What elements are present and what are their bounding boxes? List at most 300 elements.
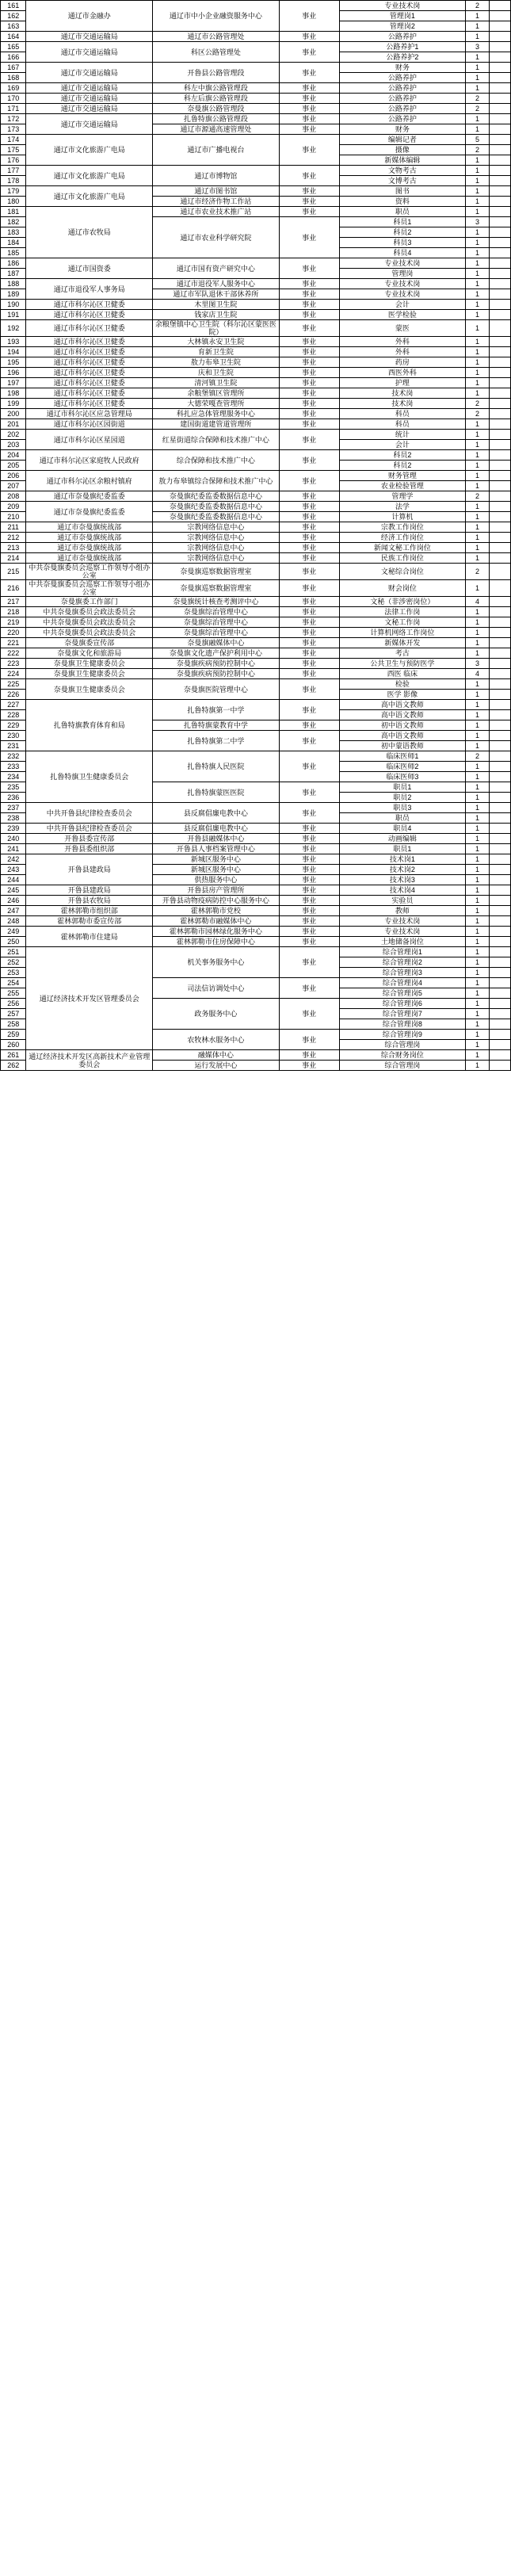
- cell-unit: 敖力布皋卫生院: [153, 357, 280, 368]
- cell-no: 251: [1, 947, 26, 957]
- cell-post: 蒙医: [339, 320, 466, 337]
- cell-dept: 通辽市科尔沁区卫健委: [26, 378, 153, 388]
- cell-no: 208: [1, 491, 26, 502]
- table-row: [1, 450, 511, 461]
- cell-unit: 开鲁县公路管理段: [153, 63, 280, 83]
- cell-count: 1: [466, 207, 490, 217]
- cell-count: 1: [466, 258, 490, 269]
- cell-unit: 奈曼旗综治管理中心: [153, 617, 280, 628]
- cell-post: 经济工作岗位: [339, 533, 466, 543]
- cell-nature: 事业: [279, 607, 339, 617]
- cell-nature: 事业: [279, 217, 339, 258]
- cell-count: 3: [466, 217, 490, 227]
- cell-count: 1: [466, 617, 490, 628]
- cell-count: 1: [466, 628, 490, 638]
- cell-post: 新媒体编辑: [339, 155, 466, 166]
- table-row: [1, 347, 511, 357]
- cell-nature: 事业: [279, 803, 339, 824]
- table-row: [1, 564, 511, 580]
- cell-count: 1: [466, 471, 490, 481]
- cell-dept: 通辽市交通运输局: [26, 114, 153, 135]
- cell-post: 综合管理岗6: [339, 999, 466, 1009]
- cell-unit: 扎鲁特旗人民医院: [153, 751, 280, 782]
- cell-unit: 新城区服务中心: [153, 854, 280, 865]
- table-row: [1, 885, 511, 896]
- cell-post: 专业技术岗: [339, 1, 466, 11]
- cell-unit: 机关事务服务中心: [153, 947, 280, 978]
- cell-remark: [489, 690, 510, 700]
- cell-dept: 通辽市交通运输局: [26, 42, 153, 63]
- cell-unit: 红星街道综合保障和技术推广中心: [153, 430, 280, 450]
- cell-no: 234: [1, 772, 26, 782]
- cell-post: 初中蒙语教师: [339, 741, 466, 751]
- cell-count: 1: [466, 957, 490, 968]
- cell-nature: 事业: [279, 310, 339, 320]
- cell-post: 高中语文教师: [339, 731, 466, 741]
- cell-no: 164: [1, 32, 26, 42]
- cell-no: 184: [1, 238, 26, 248]
- cell-post: 综合管理岗9: [339, 1030, 466, 1040]
- cell-count: 1: [466, 1040, 490, 1050]
- table-row: [1, 186, 511, 197]
- table-row: [1, 471, 511, 481]
- cell-count: 4: [466, 669, 490, 679]
- cell-unit: 建国街道建管道管理所: [153, 419, 280, 430]
- cell-remark: [489, 83, 510, 94]
- cell-dept: 通辽市科尔沁区卫健委: [26, 300, 153, 310]
- cell-nature: 事业: [279, 896, 339, 906]
- cell-post: 科员: [339, 409, 466, 419]
- cell-count: 1: [466, 1019, 490, 1030]
- cell-count: 1: [466, 553, 490, 564]
- cell-count: 1: [466, 502, 490, 512]
- cell-unit: 奈曼旗文化遗产保护利用中心: [153, 648, 280, 659]
- cell-unit: 通辽市博物馆: [153, 166, 280, 186]
- cell-remark: [489, 248, 510, 258]
- cell-remark: [489, 824, 510, 834]
- cell-remark: [489, 679, 510, 690]
- cell-count: 1: [466, 430, 490, 440]
- cell-post: 综合管理岗: [339, 1040, 466, 1050]
- cell-remark: [489, 320, 510, 337]
- cell-count: 1: [466, 481, 490, 491]
- cell-nature: 事业: [279, 409, 339, 419]
- table-row: [1, 409, 511, 419]
- cell-nature: 事业: [279, 197, 339, 207]
- cell-nature: 事业: [279, 731, 339, 751]
- cell-unit: 宗教网络信息中心: [153, 543, 280, 553]
- cell-no: 250: [1, 937, 26, 947]
- cell-no: 183: [1, 227, 26, 238]
- cell-no: 163: [1, 21, 26, 32]
- cell-unit: 育新卫生院: [153, 347, 280, 357]
- cell-post: 综合管理岗3: [339, 968, 466, 978]
- cell-post: 科员4: [339, 248, 466, 258]
- cell-count: 1: [466, 368, 490, 378]
- table-row: [1, 597, 511, 607]
- cell-no: 190: [1, 300, 26, 310]
- cell-nature: 事业: [279, 166, 339, 186]
- cell-post: 公路养护2: [339, 52, 466, 63]
- cell-dept: 中共奈曼旗委员会政法委员会: [26, 628, 153, 638]
- cell-count: 1: [466, 543, 490, 553]
- cell-dept: 中共奈曼旗委员会政法委员会: [26, 607, 153, 617]
- recruitment-table-page: [0, 0, 511, 1071]
- cell-nature: 事业: [279, 937, 339, 947]
- cell-unit: 通辽市公路管理处: [153, 32, 280, 42]
- cell-nature: 事业: [279, 522, 339, 533]
- cell-nature: 事业: [279, 1061, 339, 1071]
- cell-dept: 通辽市科尔沁区卫健委: [26, 337, 153, 347]
- cell-nature: 事业: [279, 553, 339, 564]
- cell-remark: [489, 813, 510, 824]
- cell-post: 会计: [339, 300, 466, 310]
- table-body: [1, 1, 511, 1071]
- cell-count: 5: [466, 135, 490, 145]
- cell-count: 1: [466, 813, 490, 824]
- cell-count: 1: [466, 522, 490, 533]
- cell-remark: [489, 279, 510, 289]
- cell-no: 213: [1, 543, 26, 553]
- cell-count: 1: [466, 357, 490, 368]
- cell-remark: [489, 978, 510, 988]
- cell-no: 212: [1, 533, 26, 543]
- cell-dept: 通辽市交通运输局: [26, 63, 153, 83]
- cell-remark: [489, 430, 510, 440]
- cell-no: 187: [1, 269, 26, 279]
- table-row: [1, 669, 511, 679]
- table-row: [1, 279, 511, 289]
- cell-count: 1: [466, 347, 490, 357]
- cell-count: 1: [466, 533, 490, 543]
- cell-remark: [489, 648, 510, 659]
- cell-remark: [489, 533, 510, 543]
- cell-count: 1: [466, 1061, 490, 1071]
- cell-no: 210: [1, 512, 26, 522]
- table-row: [1, 430, 511, 440]
- cell-dept: 通辽市科尔沁区卫健委: [26, 310, 153, 320]
- cell-post: 西医外科: [339, 368, 466, 378]
- cell-count: 2: [466, 409, 490, 419]
- cell-remark: [489, 553, 510, 564]
- cell-post: 高中语文教师: [339, 700, 466, 710]
- cell-no: 162: [1, 11, 26, 21]
- cell-remark: [489, 238, 510, 248]
- cell-nature: 事业: [279, 258, 339, 279]
- cell-post: 综合管理岗4: [339, 978, 466, 988]
- cell-nature: 事业: [279, 999, 339, 1030]
- cell-remark: [489, 607, 510, 617]
- cell-unit: 庆和卫生院: [153, 368, 280, 378]
- cell-remark: [489, 1061, 510, 1071]
- cell-post: 科员1: [339, 217, 466, 227]
- cell-no: 176: [1, 155, 26, 166]
- cell-post: 文秘综合岗位: [339, 564, 466, 580]
- cell-nature: 事业: [279, 337, 339, 347]
- cell-dept: 中共奈曼旗委员会政法委员会: [26, 617, 153, 628]
- cell-nature: 事业: [279, 42, 339, 63]
- cell-dept: 通辽市科尔沁区园街道: [26, 419, 153, 430]
- cell-count: 2: [466, 1, 490, 11]
- cell-no: 242: [1, 854, 26, 865]
- cell-remark: [489, 580, 510, 597]
- cell-nature: 事业: [279, 700, 339, 720]
- cell-remark: [489, 440, 510, 450]
- cell-post: 综合管理岗7: [339, 1009, 466, 1019]
- cell-no: 175: [1, 145, 26, 155]
- cell-unit: 县反腐倡廉电教中心: [153, 824, 280, 834]
- cell-remark: [489, 378, 510, 388]
- table-row: [1, 638, 511, 648]
- cell-post: 专业技术岗: [339, 258, 466, 269]
- cell-post: 财务: [339, 124, 466, 135]
- cell-count: 1: [466, 279, 490, 289]
- cell-dept: 通辽市文化旅游广电局: [26, 166, 153, 186]
- table-row: [1, 803, 511, 813]
- cell-dept: 通辽市交通运输局: [26, 104, 153, 114]
- cell-remark: [489, 21, 510, 32]
- cell-remark: [489, 197, 510, 207]
- cell-no: 204: [1, 450, 26, 461]
- table-row: [1, 378, 511, 388]
- cell-no: 236: [1, 793, 26, 803]
- cell-count: 1: [466, 896, 490, 906]
- cell-post: 公路养护: [339, 32, 466, 42]
- cell-unit: 通辽市军队退休干部休养所: [153, 289, 280, 300]
- table-row: [1, 83, 511, 94]
- cell-post: 文物考古: [339, 166, 466, 176]
- cell-remark: [489, 63, 510, 73]
- cell-no: 189: [1, 289, 26, 300]
- cell-post: 财务: [339, 63, 466, 73]
- cell-no: 168: [1, 73, 26, 83]
- table-row: [1, 834, 511, 844]
- cell-unit: 霍林郭勒市园林绿化服务中心: [153, 927, 280, 937]
- cell-post: 管理岗2: [339, 21, 466, 32]
- cell-remark: [489, 628, 510, 638]
- cell-no: 188: [1, 279, 26, 289]
- table-row: [1, 617, 511, 628]
- cell-unit: 宗教网络信息中心: [153, 553, 280, 564]
- cell-remark: [489, 357, 510, 368]
- cell-count: 1: [466, 607, 490, 617]
- cell-dept: 通辽市奈曼旗纪委监委: [26, 491, 153, 502]
- cell-dept: 奈曼旗委工作部门: [26, 597, 153, 607]
- cell-post: 高中语文教师: [339, 710, 466, 720]
- cell-nature: 事业: [279, 875, 339, 885]
- cell-remark: [489, 419, 510, 430]
- cell-dept: 中共开鲁县纪律检查委员会: [26, 824, 153, 834]
- cell-post: 技术岗1: [339, 854, 466, 865]
- cell-post: 宗教工作岗位: [339, 522, 466, 533]
- table-row: [1, 628, 511, 638]
- table-row: [1, 502, 511, 512]
- cell-nature: 事业: [279, 186, 339, 197]
- cell-no: 171: [1, 104, 26, 114]
- cell-remark: [489, 1030, 510, 1040]
- cell-unit: 奈曼旗融媒体中心: [153, 638, 280, 648]
- cell-dept: 通辽市科尔沁区余粮村镇府: [26, 471, 153, 491]
- cell-unit: 扎鲁特旗蒙医医院: [153, 782, 280, 803]
- cell-no: 195: [1, 357, 26, 368]
- cell-post: 考古: [339, 648, 466, 659]
- cell-unit: 科区公路管理处: [153, 42, 280, 63]
- cell-dept: 奈曼旗卫生健康委员会: [26, 679, 153, 700]
- cell-count: 1: [466, 793, 490, 803]
- cell-nature: 事业: [279, 669, 339, 679]
- cell-count: 1: [466, 310, 490, 320]
- cell-dept: 开鲁县建政局: [26, 854, 153, 885]
- cell-unit: 通辽市农业科学研究院: [153, 217, 280, 258]
- cell-unit: 司法信访调处中心: [153, 978, 280, 999]
- cell-nature: 事业: [279, 1, 339, 32]
- cell-remark: [489, 145, 510, 155]
- cell-dept: 通辽市科尔沁区家庭牧人民政府: [26, 450, 153, 471]
- cell-count: 1: [466, 73, 490, 83]
- cell-unit: 运行发展中心: [153, 1061, 280, 1071]
- cell-count: 1: [466, 648, 490, 659]
- cell-remark: [489, 176, 510, 186]
- cell-no: 180: [1, 197, 26, 207]
- cell-remark: [489, 368, 510, 378]
- table-row: [1, 32, 511, 42]
- cell-unit: 通辽市经济作物工作站: [153, 197, 280, 207]
- cell-remark: [489, 968, 510, 978]
- cell-nature: 事业: [279, 124, 339, 135]
- cell-count: 1: [466, 238, 490, 248]
- cell-nature: 事业: [279, 471, 339, 491]
- cell-nature: 事业: [279, 597, 339, 607]
- cell-nature: 事业: [279, 885, 339, 896]
- cell-no: 161: [1, 1, 26, 11]
- cell-remark: [489, 720, 510, 731]
- cell-no: 262: [1, 1061, 26, 1071]
- cell-post: 公路养护: [339, 114, 466, 124]
- table-row: [1, 700, 511, 710]
- cell-remark: [489, 481, 510, 491]
- cell-nature: 事业: [279, 104, 339, 114]
- cell-remark: [489, 617, 510, 628]
- cell-dept: 通辽市交通运输局: [26, 94, 153, 104]
- cell-count: 1: [466, 700, 490, 710]
- cell-unit: 奈曼旗疾病预防控制中心: [153, 659, 280, 669]
- cell-post: 职员1: [339, 844, 466, 854]
- cell-unit: 扎鲁特旗公路管理段: [153, 114, 280, 124]
- cell-dept: 奈曼旗卫生健康委员会: [26, 669, 153, 679]
- cell-count: 1: [466, 1030, 490, 1040]
- cell-no: 194: [1, 347, 26, 357]
- cell-post: 科员2: [339, 461, 466, 471]
- cell-post: 技术岗4: [339, 885, 466, 896]
- cell-remark: [489, 1019, 510, 1030]
- cell-unit: 农牧林水服务中心: [153, 1030, 280, 1050]
- cell-post: 新闻文秘工作岗位: [339, 543, 466, 553]
- cell-no: 225: [1, 679, 26, 690]
- cell-unit: 新城区服务中心: [153, 865, 280, 875]
- cell-post: 公路养护: [339, 83, 466, 94]
- cell-remark: [489, 269, 510, 279]
- cell-post: 公路养护: [339, 73, 466, 83]
- cell-remark: [489, 491, 510, 502]
- cell-count: 1: [466, 227, 490, 238]
- cell-unit: 奈曼旗公路管理段: [153, 104, 280, 114]
- table-row: [1, 1, 511, 11]
- cell-post: 职员3: [339, 803, 466, 813]
- cell-remark: [489, 803, 510, 813]
- cell-dept: 开鲁县委组织部: [26, 844, 153, 854]
- cell-count: 1: [466, 166, 490, 176]
- cell-post: 编辑记者: [339, 135, 466, 145]
- cell-count: 1: [466, 772, 490, 782]
- cell-no: 206: [1, 471, 26, 481]
- cell-remark: [489, 1009, 510, 1019]
- cell-post: 公路养护: [339, 104, 466, 114]
- cell-dept: 开鲁县建政局: [26, 885, 153, 896]
- cell-no: 170: [1, 94, 26, 104]
- cell-no: 253: [1, 968, 26, 978]
- cell-unit: 通辽市源通高速管理处: [153, 124, 280, 135]
- cell-post: 职员: [339, 207, 466, 217]
- cell-unit: 奈曼旗疾病预防控制中心: [153, 669, 280, 679]
- cell-nature: 事业: [279, 906, 339, 916]
- cell-dept: 霍林郭勒市组织部: [26, 906, 153, 916]
- cell-count: 1: [466, 824, 490, 834]
- cell-unit: 奈曼旗医院管理中心: [153, 679, 280, 700]
- cell-post: 技术岗: [339, 399, 466, 409]
- cell-post: 职员2: [339, 793, 466, 803]
- cell-nature: 事业: [279, 638, 339, 648]
- cell-no: 232: [1, 751, 26, 762]
- cell-nature: 事业: [279, 94, 339, 104]
- cell-post: 综合管理岗8: [339, 1019, 466, 1030]
- cell-nature: 事业: [279, 580, 339, 597]
- cell-post: 公路养护1: [339, 42, 466, 52]
- table-row: [1, 607, 511, 617]
- cell-count: 2: [466, 145, 490, 155]
- cell-count: 1: [466, 512, 490, 522]
- cell-no: 220: [1, 628, 26, 638]
- cell-count: 1: [466, 865, 490, 875]
- cell-no: 178: [1, 176, 26, 186]
- cell-remark: [489, 638, 510, 648]
- cell-post: 综合管理岗2: [339, 957, 466, 968]
- cell-remark: [489, 32, 510, 42]
- cell-remark: [489, 135, 510, 145]
- cell-no: 222: [1, 648, 26, 659]
- cell-unit: 奈曼旗纪委监委数据信息中心: [153, 512, 280, 522]
- cell-nature: 事业: [279, 419, 339, 430]
- cell-count: 1: [466, 378, 490, 388]
- cell-nature: 事业: [279, 1050, 339, 1061]
- cell-nature: 事业: [279, 844, 339, 854]
- cell-remark: [489, 512, 510, 522]
- cell-dept: 通辽市科尔沁区卫健委: [26, 347, 153, 357]
- table-row: [1, 844, 511, 854]
- cell-remark: [489, 885, 510, 896]
- cell-count: 1: [466, 63, 490, 73]
- cell-no: 261: [1, 1050, 26, 1061]
- cell-dept: 奈曼旗文化和旅游局: [26, 648, 153, 659]
- cell-no: 223: [1, 659, 26, 669]
- table-row: [1, 854, 511, 865]
- cell-remark: [489, 669, 510, 679]
- cell-no: 197: [1, 378, 26, 388]
- cell-remark: [489, 166, 510, 176]
- table-row: [1, 543, 511, 553]
- cell-remark: [489, 659, 510, 669]
- cell-nature: 事业: [279, 135, 339, 166]
- cell-remark: [489, 471, 510, 481]
